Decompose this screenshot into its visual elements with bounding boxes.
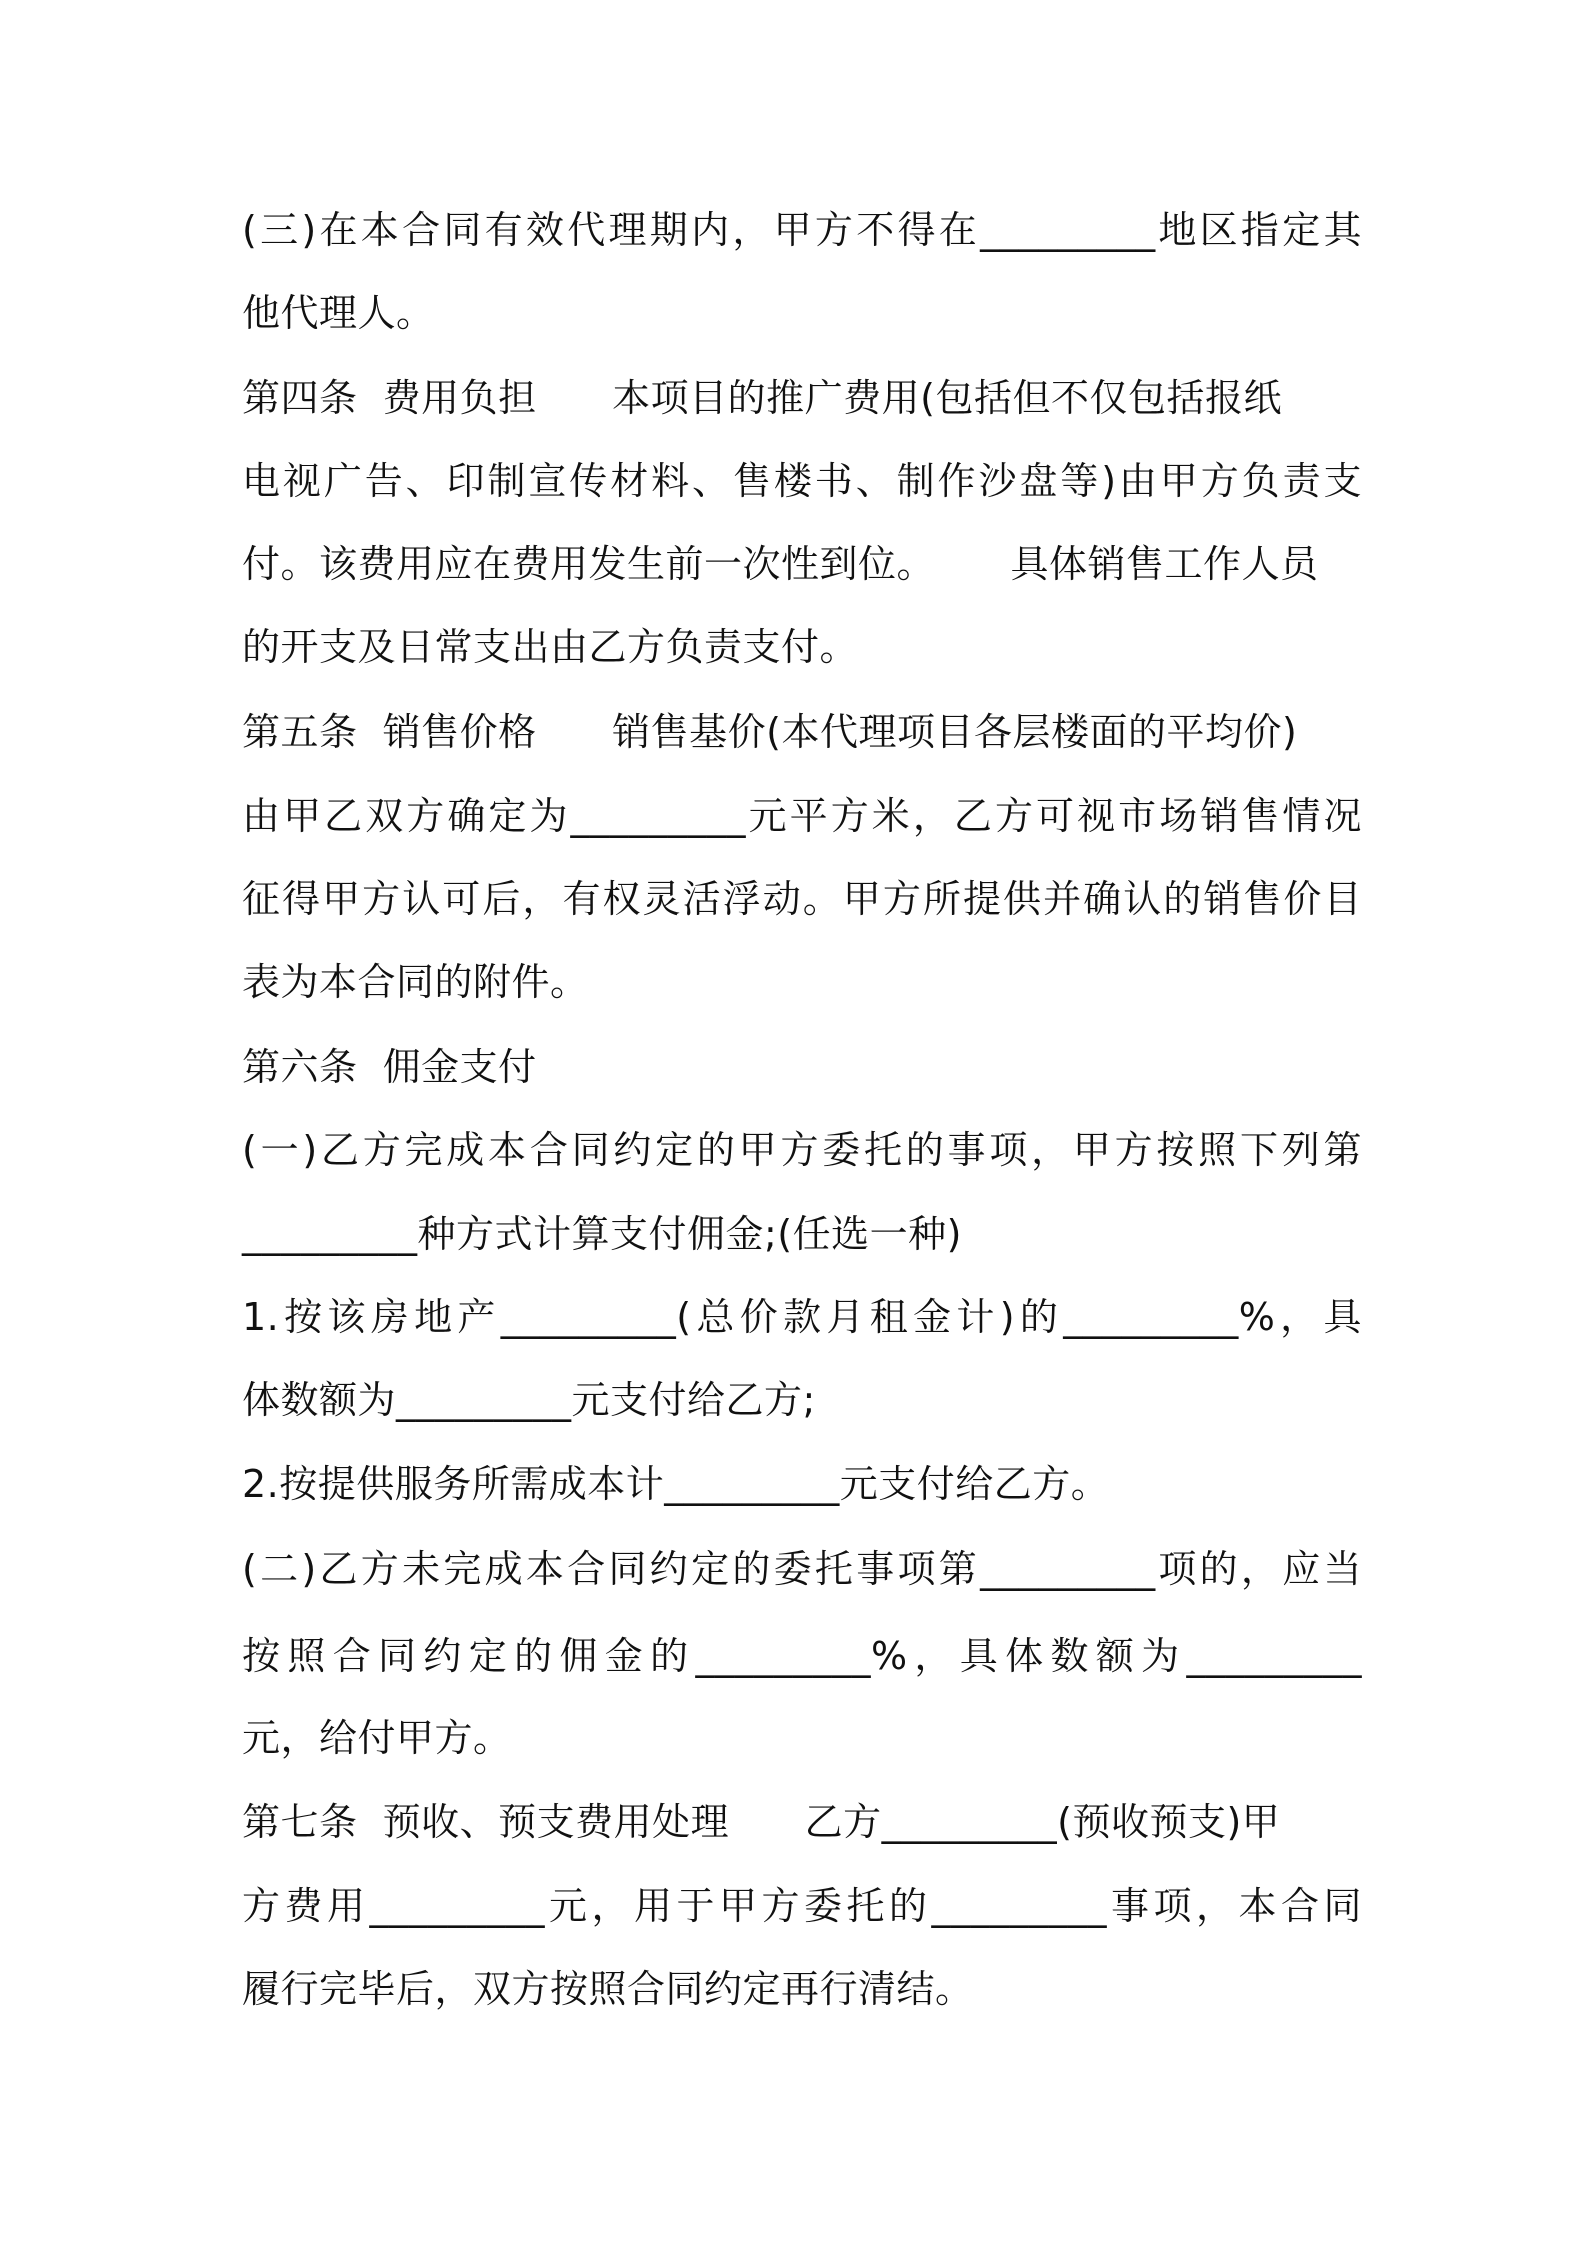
text-line: 方费用_________元，用于甲方委托的_________事项，本合同 [242,1884,1362,1928]
text-line: 由甲乙双方确定为_________元平方米，乙方可视市场销售情况 [242,794,1362,838]
text-line: 他代理人。 [242,291,435,335]
article-7-heading-line: 第七条 预收、预支费用处理 乙方_________(预收预支)甲 [242,1800,1281,1844]
article-5-heading-line: 第五条 销售价格 销售基价(本代理项目各层楼面的平均价) [242,710,1298,754]
article-4-heading-line: 第四条 费用负担 本项目的推广费用(包括但不仅包括报纸 [242,376,1282,420]
text-line: 体数额为_________元支付给乙方; [242,1378,816,1422]
article-6-heading: 第六条 佣金支付 [242,1045,537,1089]
text-line: _________种方式计算支付佣金;(任选一种) [242,1212,962,1256]
text-line: 1.按该房地产_________(总价款月租金计)的_________%，具 [242,1295,1362,1339]
text-line: 付。该费用应在费用发生前一次性到位。 具体销售工作人员 [242,542,1319,586]
text-line: (一)乙方完成本合同约定的甲方委托的事项，甲方按照下列第 [242,1128,1362,1172]
text-line: 表为本合同的附件。 [242,960,589,1004]
text-line: 元，给付甲方。 [242,1716,512,1760]
text-line: 2.按提供服务所需成本计_________元支付给乙方。 [242,1462,1110,1506]
text-line: 按照合同约定的佣金的_________%，具体数额为_________ [242,1634,1362,1678]
text-line: 电视广告、印制宣传材料、售楼书、制作沙盘等)由甲方负责支 [242,459,1362,503]
text-line: 履行完毕后，双方按照合同约定再行清结。 [242,1967,974,2011]
text-line: 征得甲方认可后，有权灵活浮动。甲方所提供并确认的销售价目 [242,877,1362,921]
text-line: (三)在本合同有效代理期内，甲方不得在_________地区指定其 [242,208,1362,252]
text-line: (二)乙方未完成本合同约定的委托事项第_________项的，应当 [242,1547,1362,1591]
text-line: 的开支及日常支出由乙方负责支付。 [242,625,859,669]
